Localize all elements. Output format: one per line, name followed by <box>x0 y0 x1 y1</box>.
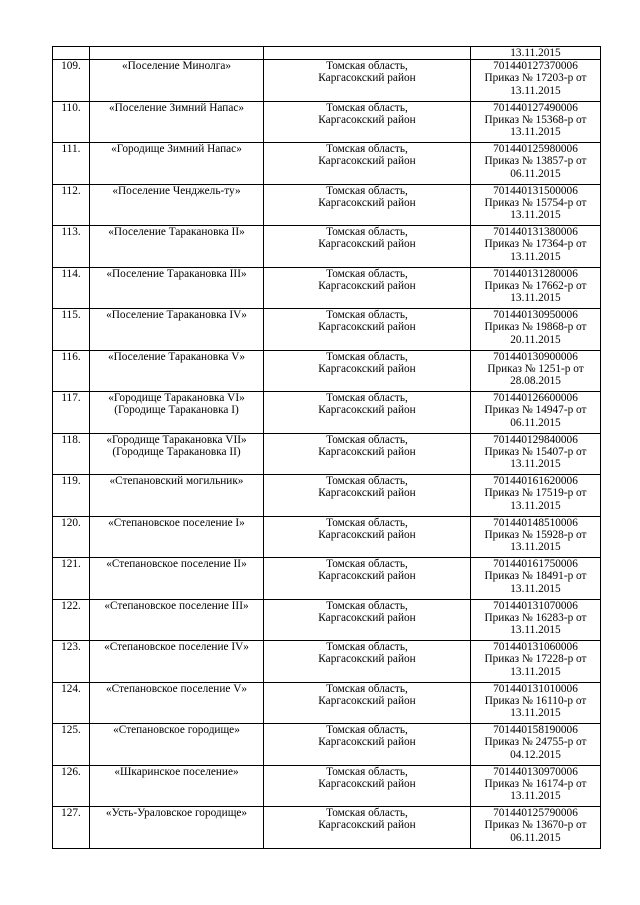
order-reference: Приказ № 17662-р от <box>484 279 587 292</box>
row-number-cell: 119. <box>53 475 90 517</box>
object-name-line: «Шкаринское поселение» <box>114 765 239 778</box>
registry-number: 701440127370006 <box>493 60 578 72</box>
location-cell <box>264 765 471 807</box>
registration-cell <box>471 433 601 475</box>
registration-cell <box>471 599 601 641</box>
object-name-line: «Городище Зимний Напас» <box>111 143 242 155</box>
order-reference: Приказ № 15368-р от <box>484 113 587 126</box>
registration-cell <box>471 267 601 309</box>
location-line: Томская область, <box>326 475 408 487</box>
location-line: Томская область, <box>326 807 408 819</box>
location-cell <box>264 143 471 185</box>
table-row <box>53 267 601 309</box>
order-reference: Приказ № 17203-р от <box>484 72 587 85</box>
object-name-cell <box>90 807 264 849</box>
location-cell <box>264 433 471 475</box>
registration-cell <box>471 807 601 849</box>
registry-number: 701440161750006 <box>493 558 578 570</box>
object-name-cell <box>90 143 264 185</box>
registration-cell <box>471 724 601 766</box>
location-line: Каргасокский район <box>318 72 416 85</box>
location-line: Томская область, <box>326 641 408 653</box>
order-reference: Приказ № 17228-р от <box>484 653 587 666</box>
registration-cell <box>471 309 601 351</box>
order-date: 13.11.2015 <box>510 250 561 263</box>
location-line: Каргасокский район <box>318 611 416 624</box>
order-date: 13.11.2015 <box>510 292 561 305</box>
order-reference: Приказ № 1251-р от <box>487 362 584 375</box>
order-date: 13.11.2015 <box>510 624 561 637</box>
order-date: 13.11.2015 <box>510 84 561 97</box>
order-reference: Приказ № 14947-р от <box>484 404 587 417</box>
table-row <box>53 558 601 600</box>
order-date: 06.11.2015 <box>510 416 561 429</box>
location-line: Томская область, <box>326 599 408 612</box>
location-line: Томская область, <box>326 433 408 446</box>
registry-number: 701440148510006 <box>493 516 578 529</box>
registration-cell <box>471 682 601 724</box>
object-name-line: «Степановское поселение IV» <box>104 641 249 653</box>
location-cell <box>264 682 471 724</box>
order-reference: Приказ № 15928-р от <box>484 528 587 541</box>
location-line: Каргасокский район <box>318 570 416 583</box>
location-line: Томская область, <box>326 60 408 72</box>
object-name-line: «Степановское городище» <box>113 724 240 736</box>
object-name-cell <box>90 724 264 766</box>
location-line: Каргасокский район <box>318 404 416 417</box>
object-name-line: «Усть-Ураловское городище» <box>105 807 248 819</box>
location-cell <box>264 558 471 600</box>
location-cell <box>264 599 471 641</box>
table-row <box>53 226 601 268</box>
object-name-cell <box>90 765 264 807</box>
object-name-cell <box>90 60 264 102</box>
location-line: Каргасокский район <box>318 113 416 126</box>
object-name-cell <box>90 475 264 517</box>
order-reference: Приказ № 24755-р от <box>484 736 587 749</box>
order-date: 13.11.2015 <box>510 458 561 471</box>
location-line: Каргасокский район <box>318 694 416 707</box>
row-number-cell: 111. <box>53 143 90 185</box>
registration-cell <box>471 350 601 392</box>
object-name-line: (Городище Таракановка II) <box>112 445 241 458</box>
registration-cell <box>471 226 601 268</box>
registry-number: 701440130970006 <box>493 765 578 778</box>
object-name-cell <box>90 392 264 434</box>
object-name-cell <box>90 267 264 309</box>
location-line: Каргасокский район <box>318 321 416 334</box>
registry-number: 701440131280006 <box>493 267 578 280</box>
row-number-cell: 110. <box>53 101 90 143</box>
row-number-cell: 114. <box>53 267 90 309</box>
table-row <box>53 807 601 849</box>
table-row <box>53 516 601 558</box>
row-number-cell: 115. <box>53 309 90 351</box>
object-name-cell <box>90 558 264 600</box>
location-line: Томская область, <box>326 184 408 197</box>
object-name-line: (Городище Таракановка I) <box>114 404 239 417</box>
object-name-line: «Поселение Ченджель-ту» <box>112 184 241 197</box>
registry-number: 701440130950006 <box>493 309 578 321</box>
object-name-line: «Степановское поселение II» <box>106 558 247 570</box>
object-name-line: «Степановский могильник» <box>109 475 244 487</box>
location-cell <box>264 641 471 683</box>
order-reference: Приказ № 13670-р от <box>484 819 587 832</box>
object-name-line: «Поселение Зимний Напас» <box>108 101 245 114</box>
order-reference: Приказ № 17364-р от <box>484 238 587 251</box>
object-name-cell <box>90 184 264 226</box>
location-cell <box>264 47 471 60</box>
registry-number: 701440125980006 <box>493 143 578 155</box>
location-line: Томская область, <box>326 267 408 280</box>
location-line: Каргасокский район <box>318 487 416 500</box>
object-name-cell <box>90 309 264 351</box>
order-reference: Приказ № 19868-р от <box>484 321 587 334</box>
order-date: 13.11.2015 <box>510 665 561 678</box>
registry-number: 701440129840006 <box>493 433 578 446</box>
registration-cell <box>471 60 601 102</box>
order-date: 13.11.2015 <box>510 541 561 554</box>
row-number-cell: 127. <box>53 807 90 849</box>
location-line: Томская область, <box>326 392 408 404</box>
order-reference: Приказ № 15407-р от <box>484 445 587 458</box>
order-date: 13.11.2015 <box>510 126 561 139</box>
table-row-continuation <box>53 47 601 60</box>
location-cell <box>264 807 471 849</box>
location-line: Каргасокский район <box>318 819 416 832</box>
order-reference: Приказ № 18491-р от <box>484 570 587 583</box>
table-row <box>53 475 601 517</box>
registry-number: 701440161620006 <box>493 475 578 487</box>
row-number-cell: 121. <box>53 558 90 600</box>
object-name-cell <box>90 350 264 392</box>
order-reference: Приказ № 16283-р от <box>484 611 587 624</box>
table-row <box>53 350 601 392</box>
row-number-cell: 118. <box>53 433 90 475</box>
registration-cell <box>471 392 601 434</box>
object-name-line: «Поселение Таракановка III» <box>106 267 247 280</box>
table-row <box>53 60 601 102</box>
row-number-cell: 124. <box>53 682 90 724</box>
location-line: Томская область, <box>326 558 408 570</box>
row-number-cell: 125. <box>53 724 90 766</box>
order-date: 28.08.2015 <box>510 375 561 388</box>
location-line: Каргасокский район <box>318 736 416 749</box>
row-number-cell: 126. <box>53 765 90 807</box>
table-body <box>53 47 601 849</box>
row-number-cell: 109. <box>53 60 90 102</box>
registry-number: 701440158190006 <box>493 724 578 736</box>
object-name-cell <box>90 47 264 60</box>
location-line: Томская область, <box>326 143 408 155</box>
location-line: Томская область, <box>326 101 408 114</box>
location-cell <box>264 101 471 143</box>
registration-cell <box>471 143 601 185</box>
order-reference: Приказ № 17519-р от <box>484 487 587 500</box>
order-reference: Приказ № 16110-р от <box>484 694 587 707</box>
table-row <box>53 724 601 766</box>
location-line: Каргасокский район <box>318 362 416 375</box>
order-date: 13.11.2015 <box>510 790 561 803</box>
location-line: Каргасокский район <box>318 279 416 292</box>
order-date: 06.11.2015 <box>510 831 561 844</box>
location-line: Каргасокский район <box>318 445 416 458</box>
object-name-cell <box>90 641 264 683</box>
table-row <box>53 101 601 143</box>
registry-number: 701440131500006 <box>493 184 578 197</box>
registration-cell <box>471 765 601 807</box>
location-line: Каргасокский район <box>318 155 416 168</box>
registration-cell <box>471 184 601 226</box>
order-date: 13.11.2015 <box>510 499 561 512</box>
registration-date-cell: 13.11.2015 <box>471 47 601 60</box>
order-reference: Приказ № 13857-р от <box>484 155 587 168</box>
registry-number: 701440131060006 <box>493 641 578 653</box>
table-row <box>53 433 601 475</box>
registration-cell <box>471 101 601 143</box>
location-line: Томская область, <box>326 765 408 778</box>
location-cell <box>264 267 471 309</box>
location-line: Томская область, <box>326 724 408 736</box>
registry-number: 701440131380006 <box>493 226 578 238</box>
order-reference: Приказ № 16174-р от <box>484 777 587 790</box>
registration-cell <box>471 516 601 558</box>
object-name-cell <box>90 599 264 641</box>
row-number-cell: 112. <box>53 184 90 226</box>
table-row <box>53 682 601 724</box>
location-line: Томская область, <box>326 516 408 529</box>
location-line: Томская область, <box>326 309 408 321</box>
order-date: 13.11.2015 <box>510 209 561 222</box>
registration-cell <box>471 558 601 600</box>
order-date: 20.11.2015 <box>510 333 561 346</box>
location-line: Каргасокский район <box>318 528 416 541</box>
table-row <box>53 599 601 641</box>
registry-number: 701440130900006 <box>493 350 578 363</box>
registration-cell <box>471 641 601 683</box>
object-name-line: «Поселение Минолга» <box>121 60 232 72</box>
location-line: Томская область, <box>326 350 408 363</box>
order-date: 13.11.2015 <box>510 707 561 720</box>
location-cell <box>264 350 471 392</box>
object-name-line: «Поселение Таракановка V» <box>107 350 246 363</box>
order-date: 13.11.2015 <box>510 582 561 595</box>
object-name-line: «Поселение Таракановка IV» <box>106 309 247 321</box>
location-line: Каргасокский район <box>318 238 416 251</box>
table-row <box>53 641 601 683</box>
object-name-cell <box>90 226 264 268</box>
location-line: Каргасокский район <box>318 777 416 790</box>
row-number-cell: 117. <box>53 392 90 434</box>
registration-cell <box>471 475 601 517</box>
location-cell <box>264 724 471 766</box>
location-cell <box>264 184 471 226</box>
object-name-cell <box>90 516 264 558</box>
location-line: Каргасокский район <box>318 196 416 209</box>
location-cell <box>264 516 471 558</box>
location-cell <box>264 392 471 434</box>
object-name-cell <box>90 682 264 724</box>
object-name-line: «Городище Таракановка VII» <box>106 433 247 446</box>
object-name-line: «Степановское поселение V» <box>105 682 248 695</box>
table-row <box>53 143 601 185</box>
location-cell <box>264 475 471 517</box>
document-page <box>52 46 600 849</box>
location-cell <box>264 309 471 351</box>
table-row <box>53 765 601 807</box>
object-name-line: «Городище Таракановка VI» <box>108 392 245 404</box>
location-cell <box>264 60 471 102</box>
table-row <box>53 392 601 434</box>
object-name-line: «Поселение Таракановка II» <box>108 226 245 238</box>
row-number-cell: 123. <box>53 641 90 683</box>
order-date: 04.12.2015 <box>510 748 561 761</box>
registry-number: 701440131010006 <box>493 682 578 695</box>
location-line: Каргасокский район <box>318 653 416 666</box>
object-name-cell <box>90 433 264 475</box>
object-name-line: «Степановское поселение I» <box>108 516 245 529</box>
row-number-cell: 116. <box>53 350 90 392</box>
row-number-cell <box>53 47 90 60</box>
registry-number: 701440127490006 <box>493 101 578 114</box>
row-number-cell: 122. <box>53 599 90 641</box>
order-reference: Приказ № 15754-р от <box>484 196 587 209</box>
location-line: Томская область, <box>326 226 408 238</box>
table-row <box>53 309 601 351</box>
registry-number: 701440126600006 <box>493 392 578 404</box>
row-number-cell: 120. <box>53 516 90 558</box>
row-number-cell: 113. <box>53 226 90 268</box>
order-date: 06.11.2015 <box>510 167 561 180</box>
registry-number: 701440125790006 <box>493 807 578 819</box>
object-name-cell <box>90 101 264 143</box>
location-cell <box>264 226 471 268</box>
heritage-registry-table <box>52 46 601 849</box>
location-line: Томская область, <box>326 682 408 695</box>
object-name-line: «Степановское поселение III» <box>104 599 249 612</box>
registry-number: 701440131070006 <box>493 599 578 612</box>
table-row <box>53 184 601 226</box>
